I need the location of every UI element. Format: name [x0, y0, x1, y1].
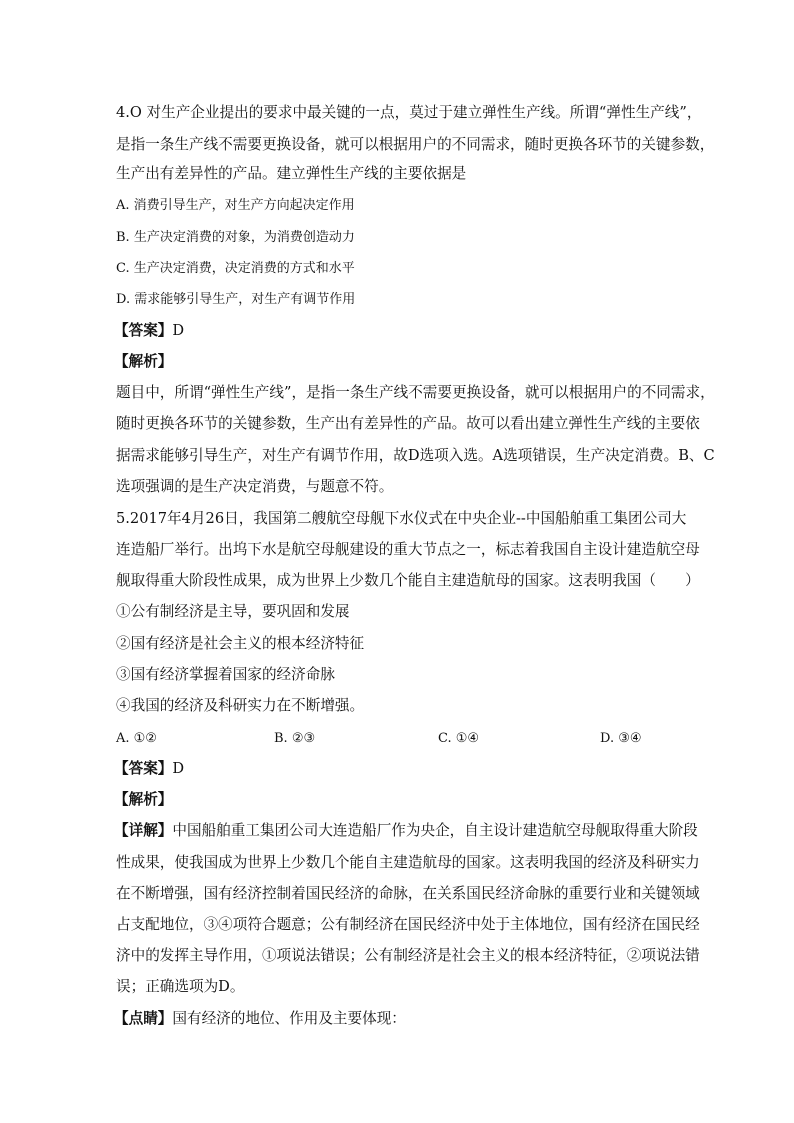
q5-detail-line-6: 误；正确选项为D。	[116, 978, 245, 995]
q4-answer	[114, 321, 184, 341]
q5-choice-d: D. ③④	[600, 731, 642, 746]
q4-stem-line-3: 生产出有差异性的产品。建立弹性生产线的主要依据是	[116, 165, 467, 182]
q5-detail-line-4: 占支配地位，③④项符合题意；公有制经济在国民经济中处于主体地位，国有经济在国民经	[116, 916, 700, 933]
q5-tip	[114, 1009, 406, 1029]
q5-stem-line-3: 舰取得重大阶段性成果，成为世界上少数几个能自主建造航母的国家。这表明我国（ ）	[116, 572, 700, 589]
q5-detail-line-1	[114, 821, 698, 841]
q5-answer-label: 【答案】	[114, 760, 173, 777]
q5-statement-3: ③国有经济掌握着国家的经济命脉	[116, 666, 335, 683]
q5-analysis-label: 【解析】	[114, 791, 173, 808]
q4-answer-value: D	[172, 322, 185, 339]
q5-choices-row	[116, 729, 676, 749]
q4-analysis-line-3: 据需求能够引导生产，对生产有调节作用，故D选项入选。A选项错误，生产决定消费。B、C	[116, 447, 715, 464]
q5-answer	[114, 759, 184, 779]
q5-detail-line-5: 济中的发挥主导作用，①项说法错误；公有制经济是社会主义的根本经济特征，②项说法错	[116, 947, 700, 964]
q4-analysis-line-4: 选项强调的是生产决定消费，与题意不符。	[116, 478, 394, 495]
q4-analysis-line-1: 题目中，所谓“弹性生产线”，是指一条生产线不需要更换设备，就可以根据用户的不同需求，	[116, 384, 715, 401]
q4-option-b: B. 生产决定消费的对象，为消费创造动力	[116, 230, 355, 245]
q5-statement-1: ①公有制经济是主导，要巩固和发展	[116, 603, 350, 620]
q4-option-d: D. 需求能够引导生产，对生产有调节作用	[116, 292, 356, 307]
q5-tip-text: 国有经济的地位、作用及主要体现：	[172, 1010, 406, 1027]
q4-stem-line-1: 4.O 对生产企业提出的要求中最关键的一点，莫过于建立弹性生产线。所谓“弹性生产线”，	[116, 104, 702, 121]
q4-analysis-label: 【解析】	[114, 353, 173, 370]
q5-detail-line-3: 在不断增强，国有经济控制着国民经济的命脉，在关系国民经济命脉的重要行业和关键领域	[116, 885, 700, 902]
q5-choice-c: C. ①④	[438, 731, 480, 746]
q4-analysis-line-2: 随时更换各环节的关键参数，生产出有差异性的产品。故可以看出建立弹性生产线的主要依	[116, 415, 700, 432]
q5-statement-2: ②国有经济是社会主义的根本经济特征	[116, 635, 365, 652]
q5-stem-line-2: 连造船厂举行。出坞下水是航空母舰建设的重大节点之一，标志着我国自主设计建造航空母	[116, 541, 700, 558]
q5-tip-label: 【点睛】	[114, 1010, 173, 1027]
q4-answer-label: 【答案】	[114, 322, 173, 339]
q5-choice-a: A. ①②	[116, 731, 157, 746]
q5-answer-value: D	[172, 760, 185, 777]
q5-choice-b: B. ②③	[274, 731, 316, 746]
q5-detail-label: 【详解】	[114, 822, 173, 839]
q4-option-a: A. 消费引导生产，对生产方向起决定作用	[116, 198, 355, 213]
q5-stem-line-1: 5.2017年4月26日，我国第二艘航空母舰下水仪式在中央企业--中国船舶重工集团公司大	[116, 510, 687, 527]
q4-option-c: C. 生产决定消费，决定消费的方式和水平	[116, 261, 355, 276]
q5-detail-line-2: 性成果，使我国成为世界上少数几个能自主建造航母的国家。这表明我国的经济及科研实力	[116, 854, 700, 871]
q5-detail-text-1: 中国船舶重工集团公司大连造船厂作为央企，自主设计建造航空母舰取得重大阶段	[172, 822, 698, 839]
q4-stem-line-2: 是指一条生产线不需要更换设备，就可以根据用户的不同需求，随时更换各环节的关键参数，	[116, 136, 715, 153]
q5-statement-4: ④我国的经济及科研实力在不断增强。	[116, 697, 365, 714]
